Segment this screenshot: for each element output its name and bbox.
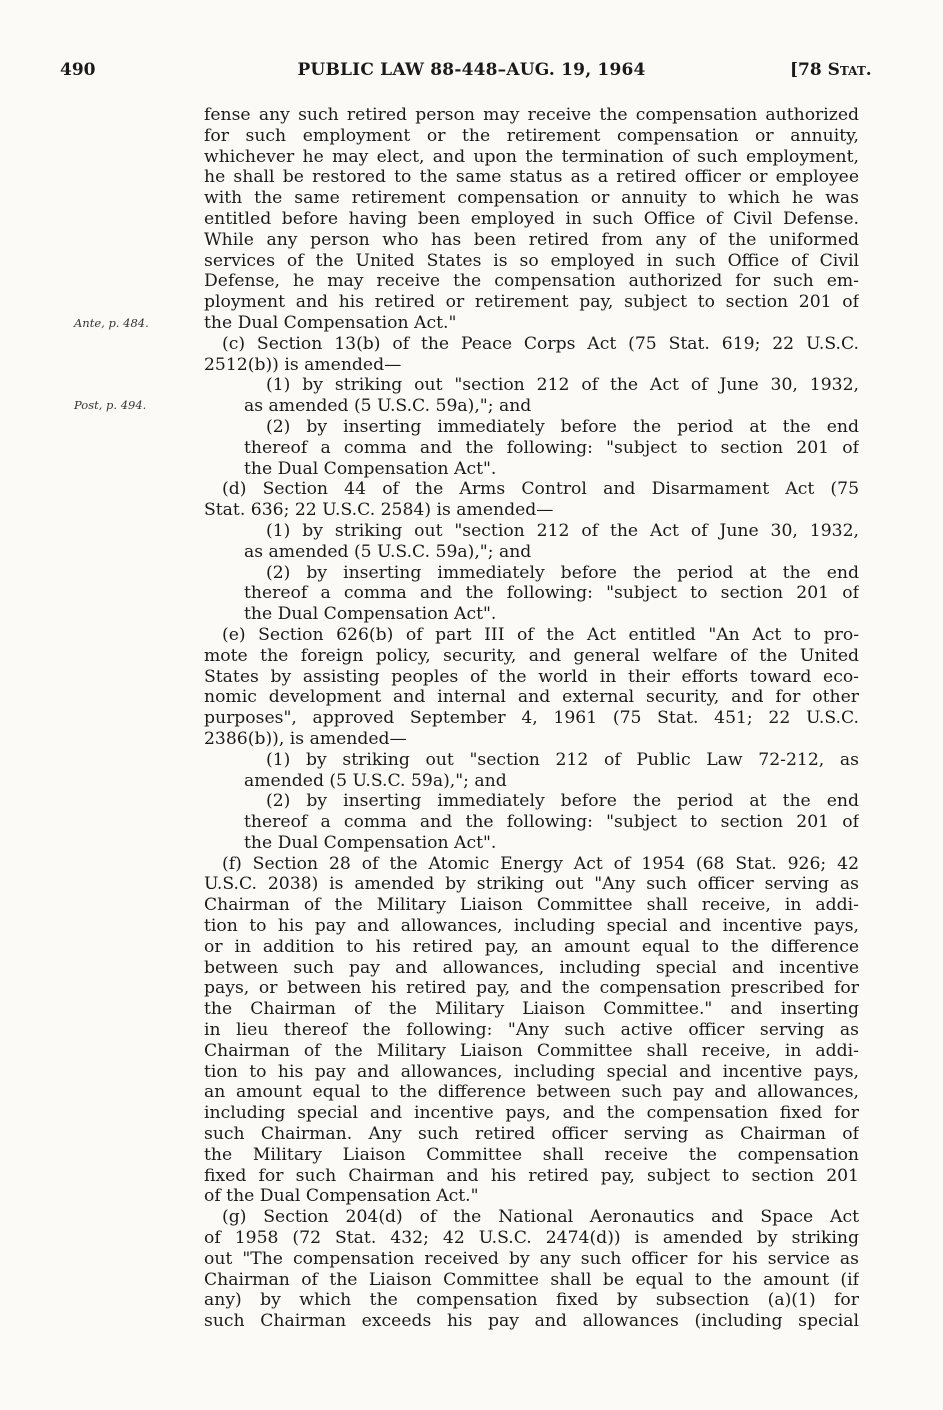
text-line: (g) Section 204(d) of the National Aeronautics and Space Act <box>222 1207 859 1228</box>
text-line: (1) by striking out "section 212 of the Act of June 30, 1932, <box>266 375 859 396</box>
text-line: While any person who has been retired from any of the uniformed <box>204 229 859 250</box>
text-line: nomic development and internal and external security, and for other <box>204 687 859 708</box>
text-line: 2512(b)) is amended— <box>204 354 402 375</box>
text-line: (e) Section 626(b) of part III of the Act entitled "An Act to pro- <box>222 624 859 645</box>
text-line: (d) Section 44 of the Arms Control and Disarmament Act (75 <box>222 479 859 500</box>
text-line: (f) Section 28 of the Atomic Energy Act of 1954 (68 Stat. 926; 42 <box>222 853 859 874</box>
text-line: the Dual Compensation Act". <box>244 832 497 853</box>
text-line: amended (5 U.S.C. 59a),"; and <box>244 770 507 791</box>
page-header <box>0 60 943 88</box>
text-line: in lieu thereof the following: "Any such active officer serving as <box>204 1020 859 1041</box>
text-line: between such pay and allowances, including special and incentive <box>204 957 859 978</box>
text-line: tion to his pay and allowances, including special and incentive pays, <box>204 1061 859 1082</box>
text-line: (c) Section 13(b) of the Peace Corps Act (75 Stat. 619; 22 U.S.C. <box>222 333 859 354</box>
text-line: thereof a comma and the following: "subject to section 201 of <box>244 812 859 833</box>
text-line: or in addition to his retired pay, an amount equal to the difference <box>204 936 859 957</box>
text-line: ployment and his retired or retirement pay, subject to section 201 of <box>204 292 859 313</box>
text-line: whichever he may elect, and upon the termination of such employment, <box>204 146 859 167</box>
text-line: as amended (5 U.S.C. 59a),"; and <box>244 396 532 417</box>
text-line: out "The compensation received by any such officer for his service as <box>204 1248 859 1269</box>
text-line: entitled before having been employed in such Office of Civil Defense. <box>204 208 859 229</box>
text-line: Stat. 636; 22 U.S.C. 2584) is amended— <box>204 500 554 521</box>
text-line: (2) by inserting immediately before the period at the end <box>266 791 859 812</box>
statute-volume-word: Stat. <box>827 60 872 80</box>
text-line: (2) by inserting immediately before the period at the end <box>266 416 859 437</box>
text-line: Chairman of the Liaison Committee shall be equal to the amount (if <box>204 1269 859 1290</box>
running-title: PUBLIC LAW 88-448–AUG. 19, 1964 <box>297 60 646 80</box>
page-number: 490 <box>60 60 96 80</box>
text-line: the Dual Compensation Act". <box>244 604 497 625</box>
text-line: thereof a comma and the following: "subject to section 201 of <box>244 437 859 458</box>
text-line: (1) by striking out "section 212 of Public Law 72-212, as <box>266 749 859 770</box>
text-line: such Chairman. Any such retired officer serving as Chairman of <box>204 1124 859 1145</box>
text-line: of 1958 (72 Stat. 432; 42 U.S.C. 2474(d)) is amended by striking <box>204 1228 859 1249</box>
text-line: (2) by inserting immediately before the period at the end <box>266 562 859 583</box>
text-line: including special and incentive pays, and the compensation fixed for <box>204 1103 859 1124</box>
text-line: as amended (5 U.S.C. 59a),"; and <box>244 541 532 562</box>
text-line: purposes", approved September 4, 1961 (75 Stat. 451; 22 U.S.C. <box>204 708 859 729</box>
text-line: fense any such retired person may receive the compensation authorized <box>204 105 859 125</box>
text-line: Defense, he may receive the compensation authorized for such em- <box>204 271 859 292</box>
statute-volume-prefix: [78 <box>790 60 828 80</box>
margin-note-post: Post, p. 494. <box>74 398 147 412</box>
text-line: fixed for such Chairman and his retired pay, subject to section 201 <box>204 1165 859 1186</box>
text-line: Chairman of the Military Liaison Committee shall receive, in addi- <box>204 895 859 916</box>
text-line: an amount equal to the difference between such pay and allowances, <box>204 1082 859 1103</box>
text-line: States by assisting peoples of the world in their efforts toward eco- <box>204 666 859 687</box>
text-line: pays, or between his retired pay, and the compensation prescribed for <box>204 978 859 999</box>
text-line: with the same retirement compensation or annuity to which he was <box>204 188 859 209</box>
body-text <box>204 105 859 1332</box>
text-line: services of the United States is so employed in such Office of Civil <box>204 250 859 271</box>
text-line: 2386(b)), is amended— <box>204 728 407 749</box>
text-line: Chairman of the Military Liaison Committee shall receive, in addi- <box>204 1040 859 1061</box>
text-line: the Chairman of the Military Liaison Committee." and inserting <box>204 999 859 1020</box>
text-line: he shall be restored to the same status as a retired officer or employee <box>204 167 859 188</box>
text-line: for such employment or the retirement compensation or annuity, <box>204 125 859 146</box>
text-line: the Dual Compensation Act". <box>244 458 497 479</box>
margin-note-ante: Ante, p. 484. <box>74 316 149 330</box>
text-line: tion to his pay and allowances, including special and incentive pays, <box>204 916 859 937</box>
text-line: of the Dual Compensation Act." <box>204 1186 479 1207</box>
statute-volume <box>790 60 872 80</box>
text-line: such Chairman exceeds his pay and allowances (including special <box>204 1311 859 1332</box>
text-line: (1) by striking out "section 212 of the Act of June 30, 1932, <box>266 520 859 541</box>
text-line: the Military Liaison Committee shall receive the compensation <box>204 1144 859 1165</box>
text-line: any) by which the compensation fixed by subsection (a)(1) for <box>204 1290 859 1311</box>
text-line: U.S.C. 2038) is amended by striking out "Any such officer serving as <box>204 874 859 895</box>
text-line: thereof a comma and the following: "subject to section 201 of <box>244 583 859 604</box>
text-line: mote the foreign policy, security, and general welfare of the United <box>204 645 859 666</box>
text-line: the Dual Compensation Act." <box>204 312 457 333</box>
